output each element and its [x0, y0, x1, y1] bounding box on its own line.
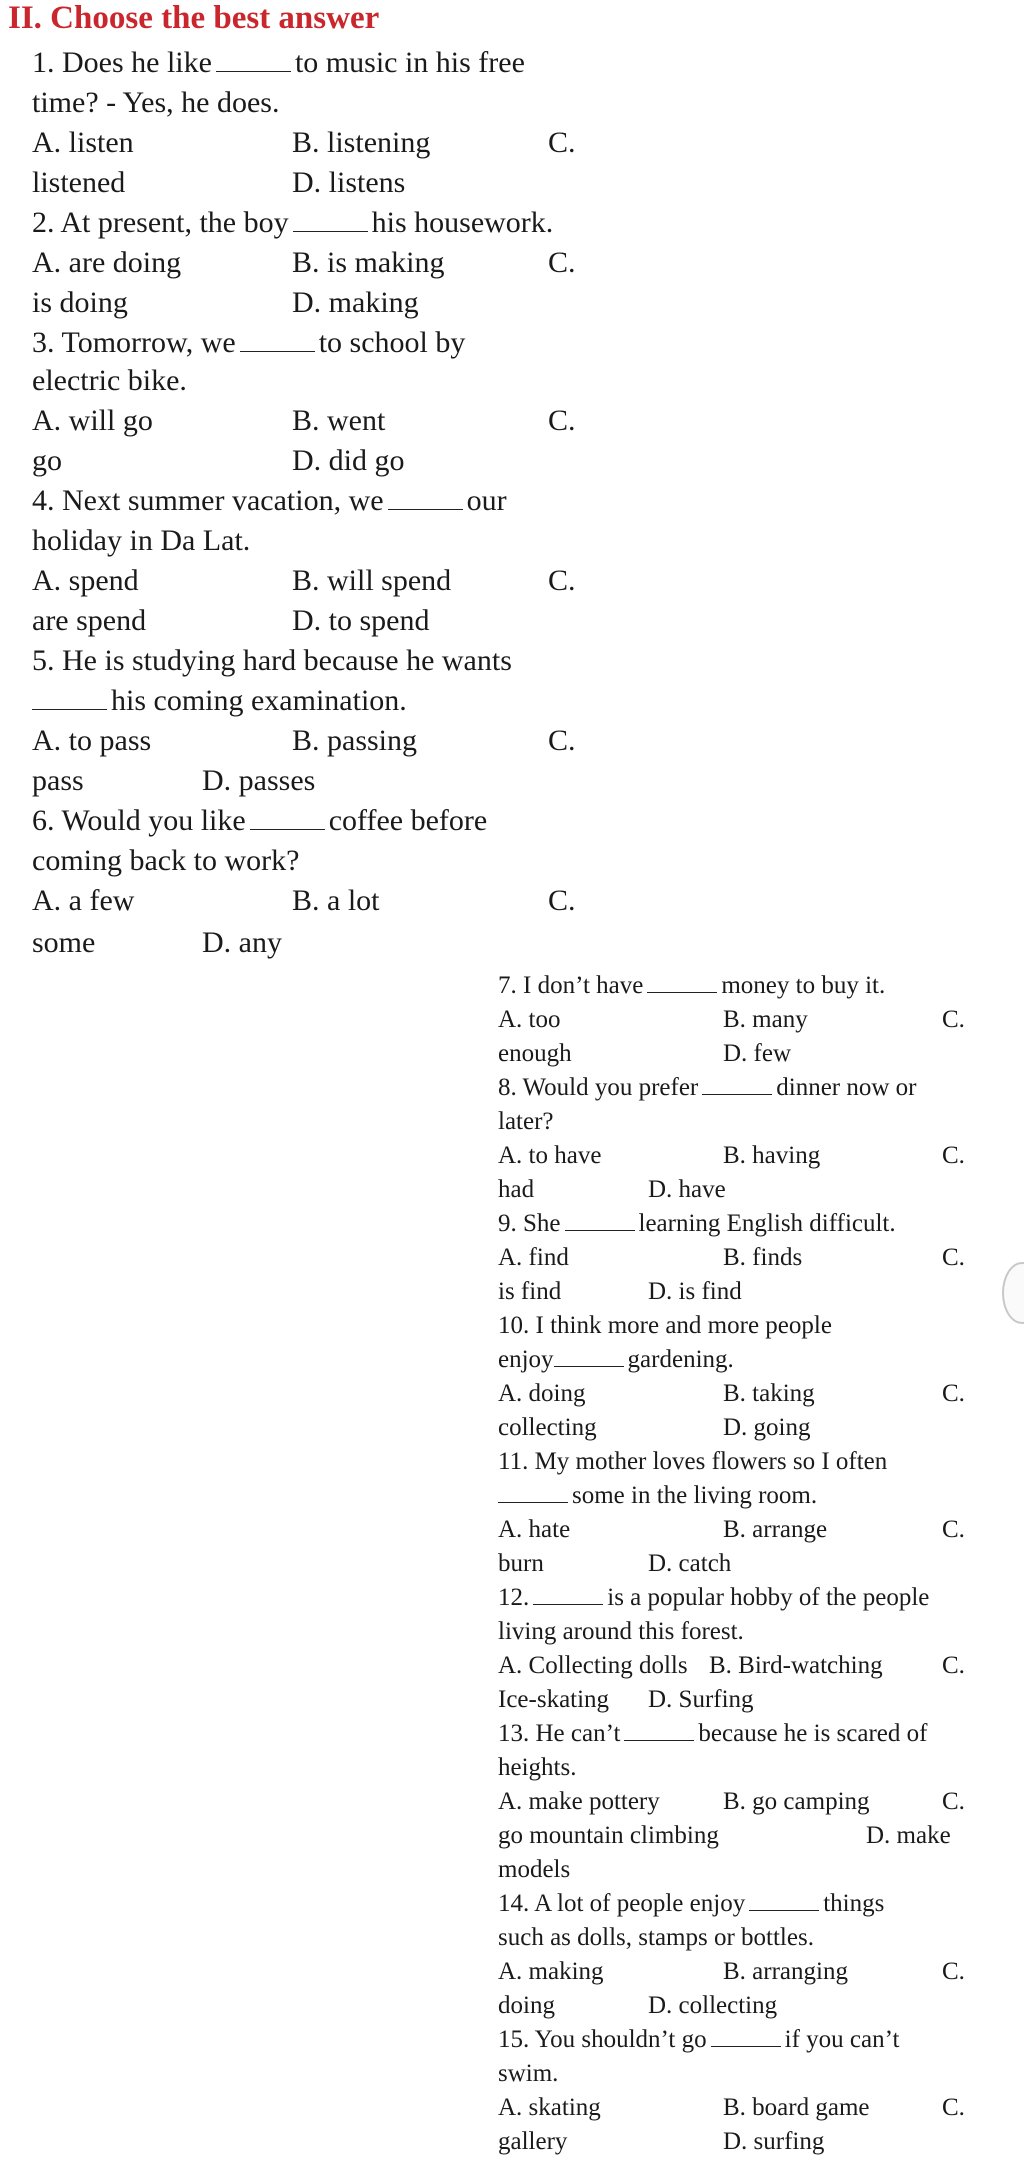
q15-option-a: A. skating [498, 2094, 601, 2121]
section-title: II. Choose the best answer [8, 0, 380, 36]
question-3-line-1: 3. Tomorrow, we to school by [32, 326, 466, 359]
q6-option-c-text: some [32, 926, 96, 959]
q8-option-a: A. to have [498, 1142, 602, 1169]
question-6-line-2: coming back to work? [32, 844, 300, 877]
q12-option-d: D. Surfing [648, 1686, 754, 1713]
q9-option-d: D. is find [648, 1278, 742, 1305]
question-8-line-1: 8. Would you prefer dinner now or [498, 1074, 917, 1101]
q3-option-b: B. went [292, 404, 386, 437]
q2-option-c-text: is doing [32, 286, 128, 319]
question-14-line-1: 14. A lot of people enjoy things [498, 1890, 885, 1917]
q14-option-c-text: doing [498, 1992, 555, 2019]
q1-option-c-label: C. [548, 126, 576, 159]
q14-option-a: A. making [498, 1958, 604, 1985]
q2-option-a: A. are doing [32, 246, 182, 279]
q8-option-c-text: had [498, 1176, 535, 1203]
q10-option-d: D. going [723, 1414, 811, 1441]
q15-option-c-text: gallery [498, 2128, 568, 2155]
q10-option-b: B. taking [723, 1380, 815, 1407]
question-15-line-1: 15. You shouldn’t go if you can’t [498, 2026, 900, 2053]
q13-option-d: D. make [866, 1822, 951, 1849]
q5-option-a: A. to pass [32, 724, 152, 757]
q2-option-c-label: C. [548, 246, 576, 279]
q10-option-c-label: C. [942, 1380, 965, 1407]
question-2-line-1: 2. At present, the boy his housework. [32, 206, 554, 239]
q13-option-a: A. make pottery [498, 1788, 660, 1815]
q7-option-c-label: C. [942, 1006, 965, 1033]
q5-option-b: B. passing [292, 724, 418, 757]
page-curl-handle[interactable] [1002, 1262, 1024, 1324]
question-6-line-1: 6. Would you like coffee before [32, 804, 488, 837]
question-8-line-2: later? [498, 1108, 554, 1135]
q9-option-b: B. finds [723, 1244, 803, 1271]
q6-option-d: D. any [202, 926, 282, 959]
q13-option-c-text: go mountain climbing [498, 1822, 719, 1849]
q12-option-c-label: C. [942, 1652, 965, 1679]
q2-option-b: B. is making [292, 246, 445, 279]
q11-option-a: A. hate [498, 1516, 571, 1543]
q3-option-a: A. will go [32, 404, 153, 437]
q6-option-b: B. a lot [292, 884, 380, 917]
question-11-line-2: some in the living room. [498, 1483, 817, 1508]
q12-option-b: B. Bird-watching [709, 1652, 883, 1679]
q7-option-b: B. many [723, 1006, 808, 1033]
q9-option-a: A. find [498, 1244, 569, 1271]
q8-option-d: D. have [648, 1176, 726, 1203]
q13-option-d-cont: models [498, 1856, 571, 1883]
q12-option-a: A. Collecting dolls [498, 1652, 688, 1679]
q14-option-c-label: C. [942, 1958, 965, 1985]
q13-option-c-label: C. [942, 1788, 965, 1815]
question-1-line-1: 1. Does he like to music in his free [32, 46, 525, 79]
q2-option-d: D. making [292, 286, 419, 319]
q7-option-d: D. few [723, 1040, 792, 1067]
question-14-line-2: such as dolls, stamps or bottles. [498, 1924, 814, 1951]
q3-option-c-text: go [32, 444, 62, 477]
q14-option-b: B. arranging [723, 1958, 848, 1985]
question-12-line-2: living around this forest. [498, 1618, 744, 1645]
question-10-line-1: 10. I think more and more people [498, 1312, 832, 1339]
q11-option-c-label: C. [942, 1516, 965, 1543]
q4-option-c-text: are spend [32, 604, 147, 637]
question-5-line-2: his coming examination. [32, 686, 407, 716]
q11-option-d: D. catch [648, 1550, 732, 1577]
q4-option-d: D. to spend [292, 604, 430, 637]
question-4-line-2: holiday in Da Lat. [32, 524, 251, 557]
question-1-line-2: time? - Yes, he does. [32, 86, 280, 119]
q15-option-d: D. surfing [723, 2128, 825, 2155]
q6-option-a: A. a few [32, 884, 135, 917]
question-9-line-1: 9. She learning English difficult. [498, 1210, 896, 1237]
question-5-line-1: 5. He is studying hard because he wants [32, 644, 512, 677]
q3-option-d: D. did go [292, 444, 405, 477]
q1-option-b: B. listening [292, 126, 431, 159]
q5-option-d: D. passes [202, 764, 316, 797]
question-4-line-1: 4. Next summer vacation, we our [32, 484, 507, 517]
q6-option-c-label: C. [548, 884, 576, 917]
q1-option-a: A. listen [32, 126, 134, 159]
q7-option-c-text: enough [498, 1040, 572, 1067]
q14-option-d: D. collecting [648, 1992, 778, 2019]
q3-option-c-label: C. [548, 404, 576, 437]
question-7-line-1: 7. I don’t have money to buy it. [498, 972, 886, 999]
q8-option-b: B. having [723, 1142, 821, 1169]
q5-option-c-label: C. [548, 724, 576, 757]
question-11-line-1: 11. My mother loves flowers so I often [498, 1448, 888, 1475]
q1-option-d: D. listens [292, 166, 406, 199]
q11-option-c-text: burn [498, 1550, 544, 1577]
q11-option-b: B. arrange [723, 1516, 828, 1543]
q4-option-c-label: C. [548, 564, 576, 597]
q15-option-b: B. board game [723, 2094, 870, 2121]
question-15-line-2: swim. [498, 2060, 559, 2087]
question-12-line-1: 12. is a popular hobby of the people [498, 1584, 930, 1611]
question-10-line-2: enjoy gardening. [498, 1346, 734, 1373]
question-13-line-2: heights. [498, 1754, 577, 1781]
question-3-line-2: electric bike. [32, 364, 187, 397]
q7-option-a: A. too [498, 1006, 561, 1033]
q9-option-c-label: C. [942, 1244, 965, 1271]
q1-option-c-text: listened [32, 166, 126, 199]
q10-option-a: A. doing [498, 1380, 586, 1407]
q10-option-c-text: collecting [498, 1414, 597, 1441]
q4-option-a: A. spend [32, 564, 139, 597]
q9-option-c-text: is find [498, 1278, 562, 1305]
q5-option-c-text: pass [32, 764, 84, 797]
q8-option-c-label: C. [942, 1142, 965, 1169]
q4-option-b: B. will spend [292, 564, 452, 597]
question-13-line-1: 13. He can’t because he is scared of [498, 1720, 928, 1747]
q15-option-c-label: C. [942, 2094, 965, 2121]
q13-option-b: B. go camping [723, 1788, 870, 1815]
q12-option-c-text: Ice-skating [498, 1686, 610, 1713]
